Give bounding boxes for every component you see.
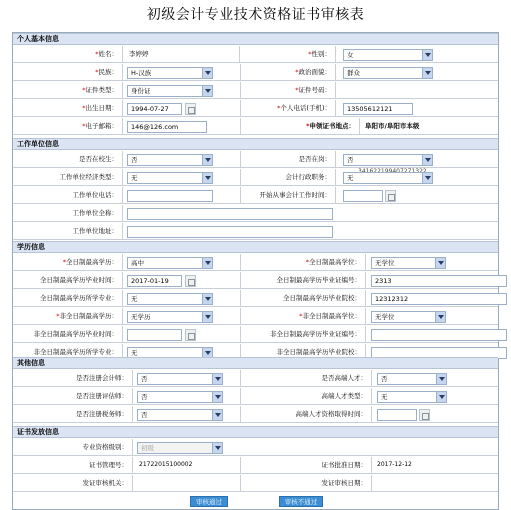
ft-grad-time-label: 全日制最高学历毕业时间： xyxy=(40,276,118,284)
on-job-label: 是否在岗： xyxy=(298,155,331,163)
row-cert-no xyxy=(13,457,498,474)
approve-date-value: 2017-12-12 xyxy=(377,461,412,468)
ethnicity-select[interactable]: H-汉族 xyxy=(127,67,213,79)
pt-grad-time-label: 非全日制最高学历毕业时间： xyxy=(33,330,118,338)
talent-type-select[interactable]: 无 xyxy=(377,391,447,403)
ft-degree-label: 全日制最高学位： xyxy=(309,258,361,266)
chevron-down-icon xyxy=(202,312,212,322)
ft-school-label: 全日制最高学历毕业院校： xyxy=(283,294,361,302)
issue-date-label: 发证审核日期： xyxy=(321,479,367,487)
row-tax xyxy=(13,406,498,423)
row-unit-phone xyxy=(13,187,498,204)
issuer-label: 发证审核机关： xyxy=(82,479,128,487)
pt-grad-time-input[interactable] xyxy=(127,329,182,341)
approve-button[interactable]: 审核通过 xyxy=(190,496,228,507)
pt-degree-select[interactable]: 无学位 xyxy=(371,311,446,323)
talent-type-label: 高端人才类型： xyxy=(321,392,367,400)
row-issuer xyxy=(13,475,498,492)
name-value: 李婷婷 xyxy=(129,50,149,58)
pt-cert-no-input[interactable] xyxy=(371,329,507,341)
email-label: 电子邮箱： xyxy=(85,122,118,130)
row-cpa xyxy=(13,370,498,387)
ft-edu-select[interactable]: 高中 xyxy=(127,257,213,269)
row-ft-major xyxy=(13,290,498,307)
calendar-icon[interactable] xyxy=(419,409,430,421)
chevron-down-icon xyxy=(436,392,446,402)
ft-degree-select[interactable]: 无学位 xyxy=(371,257,446,269)
email-input[interactable]: 146@126.com xyxy=(127,121,207,133)
row-unit-type xyxy=(13,169,498,186)
row-school-job xyxy=(13,151,498,168)
pt-major-label: 非全日制最高学历所学专业： xyxy=(33,348,118,356)
unit-phone-input[interactable] xyxy=(127,190,213,202)
chevron-down-icon xyxy=(422,50,432,60)
id-type-select[interactable]: 身份证 xyxy=(127,85,213,97)
chevron-down-icon xyxy=(202,173,212,183)
chevron-down-icon xyxy=(435,258,445,268)
row-level xyxy=(13,439,498,456)
chevron-down-icon xyxy=(435,312,445,322)
ft-cert-no-input[interactable]: 2313 xyxy=(371,275,507,287)
chevron-down-icon xyxy=(212,392,222,402)
apply-place-value: 阜阳市/阜阳市本级 xyxy=(365,122,420,130)
section-education-header: 学历信息 xyxy=(13,241,498,253)
chevron-down-icon xyxy=(422,173,432,183)
section-other-header: 其他信息 xyxy=(13,357,498,369)
chevron-down-icon xyxy=(422,68,432,78)
chevron-down-icon xyxy=(212,374,222,384)
ft-edu-label: 全日制最高学历： xyxy=(66,258,118,266)
unit-name-input[interactable] xyxy=(127,208,333,220)
row-ethnicity-politics: *民族： H-汉族 *政治面貌： 群众 xyxy=(13,64,498,81)
politics-label: 政治面貌： xyxy=(298,68,331,76)
unit-phone-label: 工作单位电话： xyxy=(72,191,118,199)
talent-select[interactable]: 否 xyxy=(377,373,447,385)
calendar-icon[interactable] xyxy=(185,275,196,287)
ethnicity-label: 民族： xyxy=(98,68,118,76)
row-pt-edu: *非全日制最高学历： 无学历 *非全日制最高学位： 无学位 xyxy=(13,308,498,325)
row-unit-address xyxy=(13,223,498,240)
chevron-down-icon xyxy=(202,258,212,268)
ft-major-label: 全日制最高学历所学专业： xyxy=(40,294,118,302)
section-work-header: 工作单位信息 xyxy=(13,138,498,150)
admin-post-label: 会计行政职务： xyxy=(285,173,331,181)
gender-label: 性别： xyxy=(311,50,331,58)
pt-cert-no-label: 非全日制最高学历毕业证编号： xyxy=(270,330,361,338)
chevron-down-icon xyxy=(202,86,212,96)
unit-type-label: 工作单位经济类型： xyxy=(59,173,118,181)
birth-label: 出生日期： xyxy=(85,104,118,112)
pt-edu-select[interactable]: 无学历 xyxy=(127,311,213,323)
ft-major-select[interactable]: 无 xyxy=(127,293,213,305)
ft-school-input[interactable]: 12312312 xyxy=(371,293,507,305)
id-type-label: 证件类型： xyxy=(85,86,118,94)
unit-address-input[interactable] xyxy=(127,226,333,238)
tax-select[interactable]: 否 xyxy=(137,409,223,421)
pt-degree-label: 非全日制最高学位： xyxy=(302,312,361,320)
chevron-down-icon xyxy=(212,443,222,453)
row-name-gender: *姓名： 李婷婷 *性别： 女 xyxy=(13,46,498,63)
chevron-down-icon xyxy=(202,68,212,78)
phone-input[interactable]: 13505612121 xyxy=(343,103,413,115)
row-id: *证件类型： 身份证 *证件号码： xyxy=(13,82,498,99)
row-appraiser xyxy=(13,388,498,405)
on-job-select[interactable]: 否 xyxy=(343,154,433,166)
apply-place-label: 申领证书地点： xyxy=(309,122,355,130)
page-title: 初级会计专业技术资格证书审核表 xyxy=(146,7,365,23)
approve-date-label: 证书批准日期： xyxy=(321,461,367,469)
politics-select[interactable]: 群众 xyxy=(343,67,433,79)
talent-time-label: 高端人才资格取得时间： xyxy=(295,410,367,418)
ft-grad-time-input[interactable]: 2017-01-19 xyxy=(127,275,182,287)
gender-select[interactable]: 女 xyxy=(343,49,433,61)
birth-date-input[interactable]: 1994-07-27 xyxy=(127,103,182,115)
pt-edu-label: 非全日制最高学历： xyxy=(59,312,118,320)
start-time-input[interactable] xyxy=(343,190,383,202)
row-unit-name xyxy=(13,205,498,222)
row-birth-phone: *出生日期： 1994-07-27 *个人电话(手机)： 13505612121 xyxy=(13,100,498,117)
reject-button[interactable]: 审核不通过 xyxy=(279,496,323,507)
in-school-select[interactable]: 否 xyxy=(127,154,213,166)
appraiser-select[interactable]: 否 xyxy=(137,391,223,403)
phone-label: 个人电话(手机)： xyxy=(280,104,331,112)
chevron-down-icon xyxy=(202,294,212,304)
level-select[interactable]: 初级 xyxy=(137,442,223,454)
pt-school-label: 非全日制最高学历毕业院校： xyxy=(276,348,361,356)
cert-no-value: 21722015100002 xyxy=(139,461,193,468)
talent-time-input[interactable] xyxy=(377,409,417,421)
chevron-down-icon xyxy=(422,155,432,165)
level-label: 专业资格级别： xyxy=(82,443,128,451)
chevron-down-icon xyxy=(212,410,222,420)
calendar-icon[interactable] xyxy=(385,190,396,202)
section-personal-header: 个人基本信息 xyxy=(13,33,498,45)
tax-label: 是否注册税务师： xyxy=(76,410,128,418)
cpa-label: 是否注册会计师： xyxy=(76,374,128,382)
section-certificate-header: 证书发放信息 xyxy=(13,426,498,438)
row-ft-edu: *全日制最高学历： 高中 *全日制最高学位： 无学位 xyxy=(13,254,498,271)
start-time-label: 开始从事会计工作时间： xyxy=(259,191,331,199)
cpa-select[interactable]: 否 xyxy=(137,373,223,385)
row-ft-grad xyxy=(13,272,498,289)
name-label: 姓名： xyxy=(98,50,118,58)
cert-no-label: 证书管理号： xyxy=(89,461,128,469)
admin-post-select[interactable]: 无 xyxy=(343,172,433,184)
ft-cert-no-label: 全日制最高学历毕业证编号： xyxy=(276,276,361,284)
talent-label: 是否高端人才： xyxy=(321,374,367,382)
calendar-icon[interactable] xyxy=(185,103,196,115)
unit-address-label: 工作单位地址： xyxy=(72,227,118,235)
id-number-label: 证件号码： xyxy=(298,86,331,94)
row-pt-grad xyxy=(13,326,498,343)
chevron-down-icon xyxy=(202,155,212,165)
calendar-icon[interactable] xyxy=(185,329,196,341)
row-email-place: *电子邮箱： 146@126.com *申领证书地点： 阜阳市/阜阳市本级 xyxy=(13,118,498,135)
appraiser-label: 是否注册评估师： xyxy=(76,392,128,400)
required-mark: * xyxy=(95,50,99,58)
unit-type-select[interactable]: 无 xyxy=(127,172,213,184)
pt-major-select[interactable]: 无 xyxy=(127,347,213,359)
chevron-down-icon xyxy=(436,374,446,384)
unit-name-label: 工作单位全称： xyxy=(72,209,118,217)
in-school-label: 是否在校生： xyxy=(79,155,118,163)
